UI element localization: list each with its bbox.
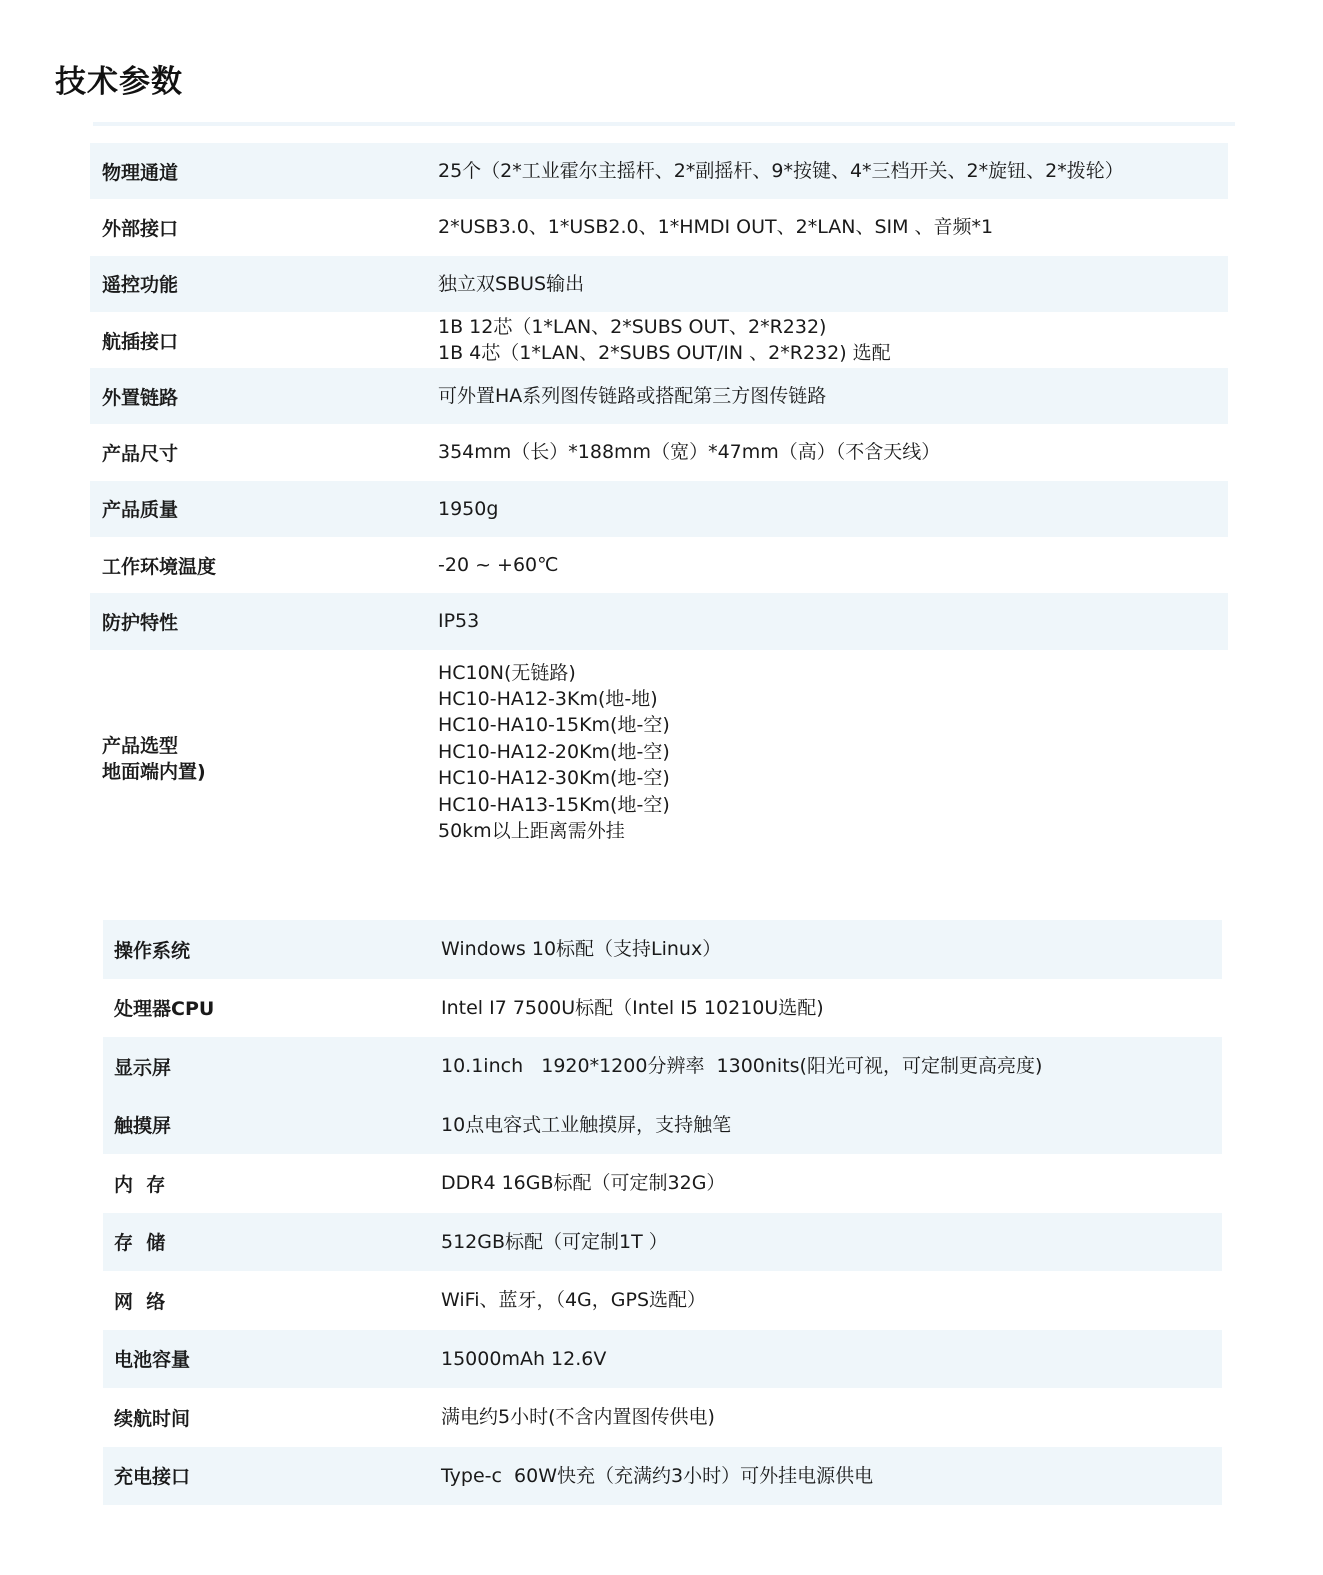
spec-value-line: 50km以上距离需外挂 xyxy=(438,820,625,843)
spec-row xyxy=(90,368,1228,424)
spec-value-line: -20 ~ +60℃ xyxy=(438,554,559,577)
spec-value: 10点电容式工业触摸屏，支持触笔 xyxy=(441,1113,732,1136)
spec-value: Windows 10标配（支持Linux） xyxy=(441,938,722,961)
spec-row xyxy=(103,1447,1222,1506)
spec-value xyxy=(438,271,584,297)
spec-label: 物理通道 xyxy=(102,161,179,184)
spec-row xyxy=(90,143,1228,199)
spec-value xyxy=(438,158,1124,184)
spec-row xyxy=(90,312,1228,368)
spec-row xyxy=(90,256,1228,312)
spec-label: 外置链路 xyxy=(102,386,179,409)
spec-row xyxy=(103,1271,1222,1330)
spec-value-line: 独立双SBUS输出 xyxy=(438,272,585,295)
spec-label: 遥控功能 xyxy=(102,274,179,297)
spec-value-line: 可外置HA系列图传链路或搭配第三方图传链路 xyxy=(438,385,827,408)
spec-table-computer xyxy=(103,920,1222,1505)
spec-label: 触摸屏 xyxy=(114,1115,172,1138)
spec-label: 产品选型 地面端内置) xyxy=(102,735,206,784)
spec-label: 处理器CPU xyxy=(114,998,215,1021)
spec-value-line: 1950g xyxy=(438,497,499,520)
title-divider xyxy=(93,122,1235,126)
spec-value: WiFi、蓝牙，（4G，GPS选配） xyxy=(441,1289,707,1312)
spec-value-line: 354mm（长）*188mm（宽）*47mm（高）（不含天线） xyxy=(438,441,941,464)
spec-label: 航插接口 xyxy=(102,330,179,353)
spec-row xyxy=(90,537,1228,593)
spec-label: 操作系统 xyxy=(114,939,191,962)
spec-table-hardware xyxy=(90,143,1228,861)
spec-value-line: HC10N(无链路) xyxy=(438,661,576,684)
spec-label: 产品质量 xyxy=(102,499,179,522)
spec-label: 显示屏 xyxy=(114,1056,172,1079)
spec-value: 15000mAh 12.6V xyxy=(441,1347,607,1370)
spec-value: 满电约5小时(不含内置图传供电) xyxy=(441,1406,715,1429)
spec-row xyxy=(103,920,1222,979)
spec-label: 外部接口 xyxy=(102,217,179,240)
spec-value xyxy=(438,439,940,465)
spec-label: 存 储 xyxy=(114,1232,166,1255)
spec-value-line: HC10-HA13-15Km(地-空) xyxy=(438,793,670,816)
spec-row xyxy=(103,1213,1222,1272)
spec-label: 续航时间 xyxy=(114,1407,191,1430)
spec-row xyxy=(90,424,1228,480)
page-title: 技术参数 xyxy=(55,64,183,100)
spec-value-line: HC10-HA12-3Km(地-地) xyxy=(438,688,658,711)
spec-row xyxy=(90,481,1228,537)
spec-value-line: 2*USB3.0、1*USB2.0、1*HMDI OUT、2*LAN、SIM 、音频*1 xyxy=(438,216,994,239)
spec-value-line: 1B 12芯（1*LAN、2*SUBS OUT、2*R232) xyxy=(438,315,827,338)
spec-label: 内 存 xyxy=(114,1173,166,1196)
spec-value: 10.1inch 1920*1200分辨率 1300nits(阳光可视，可定制更高亮度) xyxy=(441,1055,1043,1078)
spec-value-line: IP53 xyxy=(438,610,480,633)
spec-row xyxy=(90,199,1228,255)
spec-value-line: 1B 4芯（1*LAN、2*SUBS OUT/IN 、2*R232) 选配 xyxy=(438,342,891,365)
spec-value xyxy=(438,496,498,522)
spec-label: 产品尺寸 xyxy=(102,443,179,466)
spec-value-line: HC10-HA10-15Km(地-空) xyxy=(438,714,670,737)
spec-row xyxy=(103,1388,1222,1447)
spec-row xyxy=(103,1037,1222,1096)
spec-value: Intel I7 7500U标配（Intel I5 10210U选配) xyxy=(441,996,824,1019)
spec-value xyxy=(438,214,993,240)
spec-value xyxy=(438,383,826,409)
spec-value-line: 25个（2*工业霍尔主摇杆、2*副摇杆、9*按键、4*三档开关、2*旋钮、2*拨轮） xyxy=(438,159,1124,182)
spec-label: 网 络 xyxy=(114,1290,166,1313)
spec-value: 512GB标配（可定制1T ） xyxy=(441,1230,668,1253)
spec-row xyxy=(90,650,1228,861)
spec-value: DDR4 16GB标配（可定制32G） xyxy=(441,1172,726,1195)
spec-label: 电池容量 xyxy=(114,1349,191,1372)
spec-row xyxy=(103,1330,1222,1389)
spec-value: Type-c 60W快充（充满约3小时）可外挂电源供电 xyxy=(441,1464,874,1487)
spec-value xyxy=(438,608,479,634)
spec-value xyxy=(438,660,670,845)
spec-value xyxy=(438,552,558,578)
spec-value-line: HC10-HA12-20Km(地-空) xyxy=(438,740,670,763)
spec-label: 充电接口 xyxy=(114,1466,191,1489)
spec-row xyxy=(90,593,1228,649)
spec-label: 工作环境温度 xyxy=(102,555,217,578)
spec-row xyxy=(103,979,1222,1038)
spec-value xyxy=(438,314,891,367)
spec-row xyxy=(103,1096,1222,1155)
spec-label: 防护特性 xyxy=(102,612,179,635)
spec-value-line: HC10-HA12-30Km(地-空) xyxy=(438,767,670,790)
spec-row xyxy=(103,1154,1222,1213)
